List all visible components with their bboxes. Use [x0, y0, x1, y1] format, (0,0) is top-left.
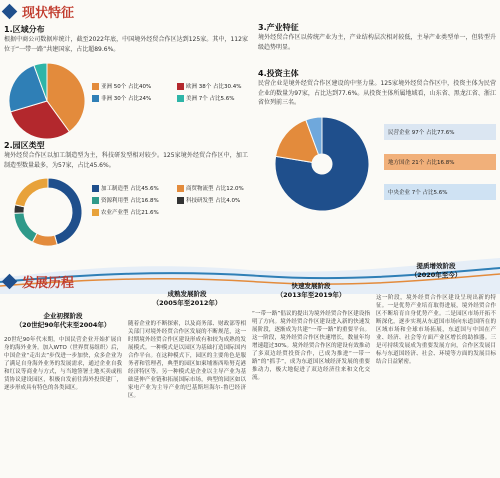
area-legend [92, 82, 252, 102]
investor-heading: 4.投资主体 [258, 69, 299, 78]
park-text: 境外经贸合作区以加工制造型为主，科技研发型相对较少。125家境外经贸合作区中，加工制造型数量最多，为57家，占比45.6%。 [4, 152, 248, 169]
section-title-status: 现状特征 [4, 2, 74, 21]
stage-2-period: （2005年至2012年） [152, 299, 222, 307]
park-legend-item-4 [92, 208, 167, 216]
legend-label: 非洲 30个 占比24% [101, 96, 152, 102]
legend-swatch [92, 197, 99, 204]
legend-swatch [92, 185, 99, 192]
park-legend-item-1 [177, 184, 252, 192]
legend-label: 欧洲 38个 占比30.4% [186, 84, 242, 90]
area-text: 根据中商公司数据库统计，截至2022年底，中国境外经贸合作区达到125家。其中，112家位于“一带一路”共建国家，占比超89.6%。 [4, 36, 248, 53]
industry-heading: 3.产业特征 [258, 23, 299, 32]
area-legend-item-3 [177, 94, 252, 102]
diamond-icon [2, 274, 18, 290]
area-legend-item-0 [92, 82, 167, 90]
section-title-history: 发展历程 [4, 272, 74, 291]
legend-swatch [177, 83, 184, 90]
legend-label: 亚洲 50个 占比40% [101, 84, 152, 90]
investor-bars [384, 124, 496, 214]
investor-text: 民营企业是境外经贸合作区建设的中坚力量。125家境外经贸合作区中，投资主体为民营企业的数量为97家，占比达到77.6%。从投资主体所属地域看，山东省、黑龙江省、浙江省位列前三名。 [258, 80, 496, 106]
legend-label: 农业产业型 占比21.6% [101, 210, 159, 216]
legend-swatch [92, 95, 99, 102]
investor-bar-1: 地方国企 21个 占比16.8% [384, 154, 496, 170]
stage-1-text: 20世纪90年代末期，中国民营企业开始扩展自身的海外业务。加入WTO（世界贸易组织）后，中国企业“走出去”步伐进一步加快，众多企业为了满足自身海外业务的发展需求，通过企业自我和红议等商业与方式，与当地签署土地买卖或租赁协议建设园区，积极自发前往海外投资建厂，逐步形成具有特色的各类园区。 [4, 337, 122, 391]
legend-swatch [177, 197, 184, 204]
park-legend-item-0 [92, 184, 167, 192]
area-legend-item-1 [177, 82, 252, 90]
stage-3-title: 快速发展阶段 [291, 282, 331, 290]
stage-3-period: （2013年至2019年） [276, 291, 346, 299]
investor-donut-chart [272, 114, 372, 214]
stage-3-text: “一带一路”倡议的提出为境外经贸合作区建设指明了方向。境外经贸合作区建设进入新的快速发展阶段，逐渐成为共建“一带一路”的重要平台。这一阶段，境外经贸合作区快速增长，数量年均增速超过30%。境外经贸合作区的建设有效推动了多双边经贸投资合作，已成为推进“一带一路”的“抓手”，成为东道国区域经济发展的重要推动力，极大地促进了双边经济往来和文化交流。 [252, 311, 370, 381]
legend-label: 资源利用型 占比16.8% [101, 198, 159, 204]
park-slice-0 [48, 178, 82, 245]
park-legend [92, 184, 252, 216]
legend-swatch [92, 83, 99, 90]
stage-1-period: （20世纪90年代末至2004年） [15, 321, 111, 329]
stage-4-title: 提质增效阶段 [416, 262, 456, 270]
legend-label: 美洲 7个 占比5.6% [186, 96, 235, 102]
park-heading: 2.园区类型 [4, 141, 45, 150]
stage-4 [376, 262, 496, 366]
legend-swatch [177, 185, 184, 192]
diamond-icon [2, 4, 18, 20]
park-slice-4 [15, 178, 48, 207]
stage-2 [128, 290, 246, 400]
legend-swatch [177, 95, 184, 102]
area-heading: 1.区域分布 [4, 25, 45, 34]
stage-3 [252, 282, 370, 382]
investor-bar-0: 民营企业 97个 占比77.6% [384, 124, 496, 140]
investor-bar-2: 中央企业 7个 占比5.6% [384, 184, 496, 200]
park-donut-chart [10, 174, 86, 250]
legend-label: 科技研发型 占比4.0% [186, 198, 241, 204]
park-legend-item-3 [177, 196, 252, 204]
park-legend-item-2 [92, 196, 167, 204]
stage-4-text: 这一阶段，境外经贸合作区建设呈现出新的特征。一是优势产业培育取得进展，境外经贸合作区不断培育自身优势产业。二是园区市场开拓不断深化，逐步实现从东道国市场向东道国所在的区域市场和全球市场拓展，东道国与中国在产业、经济、社会等方面产业区增长的助推器。三是可持续发展成为重要发展方向，合作区发展目标与东道国经济、社会、环境等方面的发展目标结合日益紧密。 [376, 295, 496, 365]
area-pie-chart [6, 60, 88, 142]
stage-1-title: 企业初探阶段 [43, 312, 83, 320]
stage-2-text: 随着企业的不断探索，以及商务部、财政部等相关部门对境外经贸合作区发展的不断规范，这一时期境外经贸合作区建设形成有和较为成熟的发展模式。一种模式是以园区为基础打造国际国内合作平台。在这种模式下，园区的主要角色是服务者和管理者，典型的园区如柬埔寨西哈努克港经济特区等。另一种模式是企业以主导产业为基础延伸产业链和拓展国际市场，典型的园区如以家电产业为主导产业的巴基斯坦海尔-鲁巴经济区。 [128, 321, 246, 399]
stage-2-title: 成熟发展阶段 [167, 290, 207, 298]
park-slice-2 [14, 213, 37, 242]
area-legend-item-2 [92, 94, 167, 102]
industry-text: 境外经贸合作区以传统产业为主，产业结构层次相对较低，主导产业类型单一，但转型升级趋势明显。 [258, 34, 496, 51]
legend-label: 加工制造型 占比45.6% [101, 186, 159, 192]
stage-1 [4, 312, 122, 392]
stage-4-period: （2020年至今） [410, 271, 462, 279]
legend-label: 商贸物流型 占比12.0% [186, 186, 244, 192]
legend-swatch [92, 209, 99, 216]
